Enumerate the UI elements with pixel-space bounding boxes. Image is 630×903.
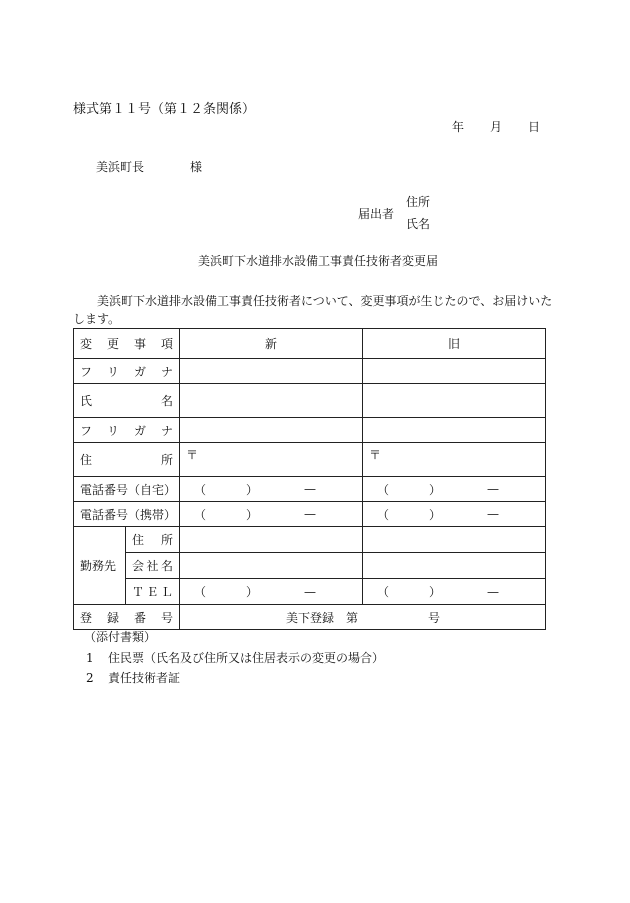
phone-close: ） — [429, 482, 442, 497]
work-address-label-text: 住 所 — [132, 533, 173, 547]
work-address-old[interactable] — [363, 527, 546, 553]
phone-mobile-old[interactable] — [363, 502, 546, 527]
phone-open: （ — [194, 482, 207, 497]
phone-open: （ — [194, 507, 207, 522]
applicant-label: 届出者 — [358, 207, 395, 221]
phone-mobile-new[interactable] — [180, 502, 363, 527]
registration-value[interactable] — [180, 605, 546, 630]
attachment-item — [86, 649, 384, 666]
attachments-title: （添付書類） — [84, 630, 157, 644]
address-old[interactable] — [363, 443, 546, 477]
header-item — [74, 329, 180, 359]
phone-dash: — — [487, 482, 500, 496]
phone-dash: — — [304, 584, 317, 599]
phone-close: ） — [429, 507, 442, 522]
phone-home-new[interactable] — [180, 477, 363, 502]
tel-new[interactable] — [180, 579, 363, 605]
work-address-row — [74, 527, 546, 553]
phone-open: （ — [377, 507, 390, 522]
tel-label-text: Ｔ Ｅ Ｌ — [132, 585, 173, 599]
company-label — [126, 553, 180, 579]
date-year: 年 — [452, 120, 465, 134]
address-label — [74, 443, 180, 477]
addressee-honorific: 様 — [190, 160, 203, 174]
name-old[interactable] — [363, 384, 546, 418]
phone-home-row — [74, 477, 546, 502]
attachment-item — [86, 669, 180, 686]
registration-prefix: 美下登録 第 — [286, 610, 359, 625]
furigana-old-2[interactable] — [363, 418, 546, 443]
name-label-text: 氏 名 — [80, 394, 173, 408]
company-new[interactable] — [180, 553, 363, 579]
work-address-new[interactable] — [180, 527, 363, 553]
furigana-old-1[interactable] — [363, 359, 546, 384]
applicant-name-label: 氏名 — [406, 217, 431, 231]
phone-home-label: 電話番号（自宅） — [74, 477, 180, 502]
name-new[interactable] — [180, 384, 363, 418]
phone-open: （ — [194, 585, 207, 599]
furigana-label-1 — [74, 359, 180, 384]
phone-dash: — — [487, 507, 500, 521]
registration-suffix: 号 — [428, 610, 441, 625]
body-text: 美浜町下水道排水設備工事責任技術者について、変更事項が生じたので、お届けいたします。 — [73, 294, 553, 326]
header-new: 新 — [180, 329, 363, 359]
date-day: 日 — [528, 120, 541, 134]
furigana-label-2 — [74, 418, 180, 443]
furigana-label-text-2: フ リ ガ ナ — [80, 423, 173, 438]
addressee — [96, 158, 202, 175]
phone-home-old[interactable] — [363, 477, 546, 502]
applicant-address-label: 住所 — [406, 195, 431, 209]
address-label-text: 住 所 — [80, 453, 173, 467]
phone-close: ） — [246, 507, 259, 522]
furigana-row-1 — [74, 359, 546, 384]
change-form-table — [73, 328, 546, 630]
phone-dash: — — [304, 507, 317, 521]
date-month: 月 — [490, 120, 503, 134]
header-row — [74, 329, 546, 359]
phone-close: ） — [429, 585, 442, 599]
phone-open: （ — [377, 585, 390, 599]
addressee-name: 美浜町長 — [96, 160, 145, 174]
zip-mark-new: 〒 — [186, 448, 199, 462]
zip-mark-old: 〒 — [369, 448, 382, 462]
name-label — [74, 384, 180, 418]
company-row — [74, 553, 546, 579]
document-title: 美浜町下水道排水設備工事責任技術者変更届 — [198, 254, 439, 268]
work-address-label — [126, 527, 180, 553]
registration-label — [74, 605, 180, 630]
furigana-row-2 — [74, 418, 546, 443]
phone-dash: — — [487, 584, 500, 599]
address-row — [74, 443, 546, 477]
date-line — [452, 118, 540, 135]
phone-open: （ — [377, 482, 390, 497]
name-row — [74, 384, 546, 418]
phone-mobile-label: 電話番号（携帯） — [74, 502, 180, 527]
registration-label-text: 登 録 番 号 — [80, 610, 173, 625]
tel-row — [74, 579, 546, 605]
address-new[interactable] — [180, 443, 363, 477]
company-old[interactable] — [363, 553, 546, 579]
furigana-label-text-1: フ リ ガ ナ — [80, 364, 173, 379]
workplace-label: 勤務先 — [74, 527, 126, 605]
attachment-number: 2 — [86, 671, 94, 685]
company-label-text: 会 社 名 — [132, 559, 173, 573]
phone-close: ） — [246, 585, 259, 599]
furigana-new-2[interactable] — [180, 418, 363, 443]
phone-dash: — — [304, 482, 317, 496]
registration-row — [74, 605, 546, 630]
tel-label — [126, 579, 180, 605]
form-number: 様式第１１号（第１２条関係） — [73, 102, 256, 117]
phone-close: ） — [246, 482, 259, 497]
attachment-number: 1 — [86, 651, 94, 665]
attachment-text: 住民票（氏名及び住所又は住居表示の変更の場合） — [108, 651, 385, 665]
attachment-text: 責任技術者証 — [108, 671, 181, 685]
tel-old[interactable] — [363, 579, 546, 605]
header-item-label: 変 更 事 項 — [80, 337, 173, 351]
header-old: 旧 — [363, 329, 546, 359]
phone-mobile-row — [74, 502, 546, 527]
furigana-new-1[interactable] — [180, 359, 363, 384]
